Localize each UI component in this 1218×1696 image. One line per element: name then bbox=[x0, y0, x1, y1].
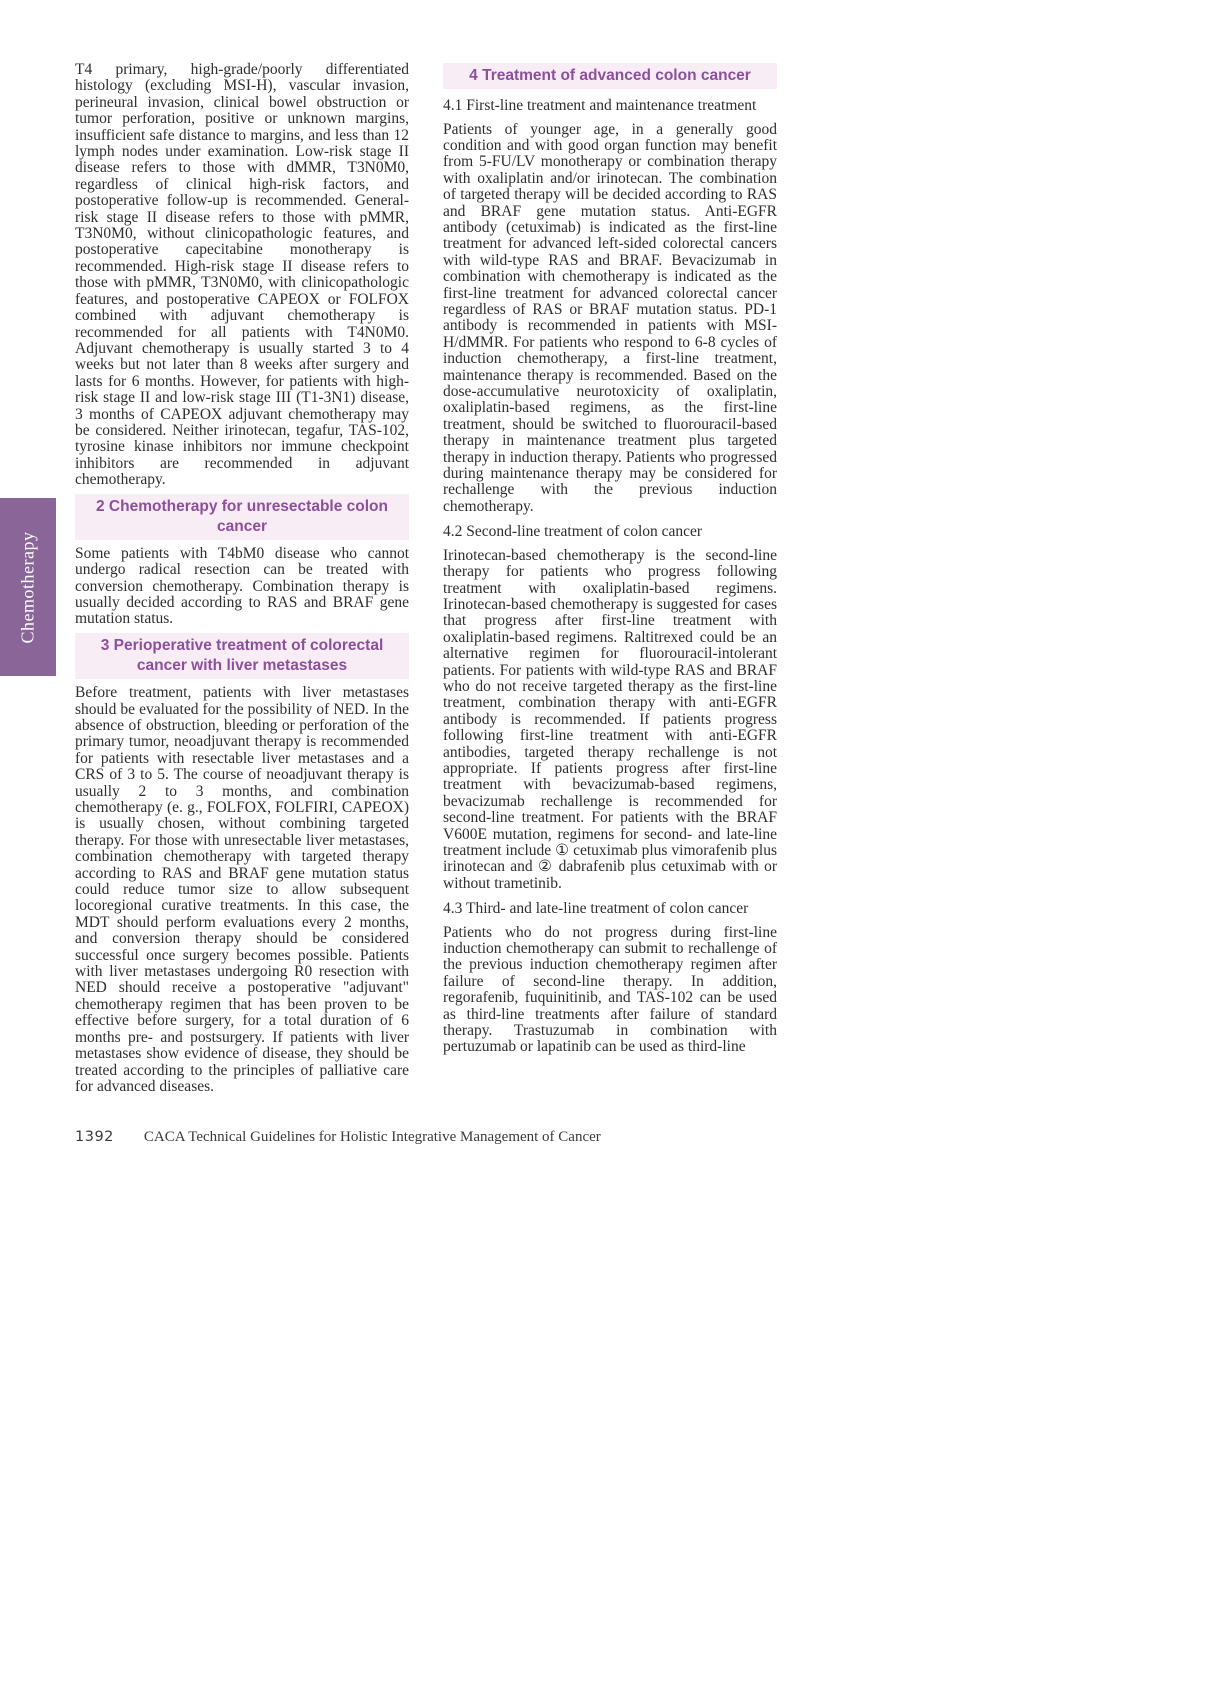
section-4-1-heading: 4.1 First-line treatment and maintenance treatment bbox=[443, 97, 757, 115]
section-3-paragraph: Before treatment, patients with liver metastases should be evaluated for the possibility of NED. In the absence of obstruction, bleeding or perforation of the primary tumor, neoadjuvant therapy is recommended for patients with resectable liver metastases and a CRS of 3 to 5. The course of neoadjuvant therapy is usually 2 to 3 months, and combination chemotherapy (e. g., FOLFOX, FOLFIRI, CAPEOX) is usually chosen, without combining targeted therapy. For those with unresectable liver metastases, combination chemotherapy with targeted therapy according to RAS and BRAF gene mutation status could reduce tumor size to allow subsequent locoregional curative treatments. In this case, the MDT should perform evaluations every 2 months, and conversion therapy should be considered successful once surgery becomes possible. Patients with liver metastases undergoing R0 resection with NED should receive a postoperative "adjuvant" chemotherapy regimen that has been proven to be effective before surgery, for a total duration of 6 months pre- and postsurgery. If patients with liver metastases show evidence of disease, they should be treated according to the principles of palliative care for advanced diseases. bbox=[75, 684, 409, 1095]
right-column bbox=[443, 58, 777, 1061]
section-2-heading: 2 Chemotherapy for unresectable colon cancer bbox=[75, 494, 409, 540]
page-footer bbox=[75, 1129, 835, 1146]
section-4-3-heading: 4.3 Third- and late-line treatment of colon cancer bbox=[443, 900, 749, 918]
section-4-1-paragraph: Patients of younger age, in a generally good condition and with good organ function may benefit from 5-FU/LV monotherapy or combination therapy with oxaliplatin and/or irinotecan. The combination of targeted therapy will be decided according to RAS and BRAF gene mutation status. Anti-EGFR antibody (cetuximab) is indicated as the first-line treatment for advanced left-sided colorectal cancers with wild-type RAS and BRAF. Bevacizumab in combination with chemotherapy is indicated as the first-line treatment for advanced colorectal cancer regardless of RAS or BRAF mutation status. PD-1 antibody is recommended in patients with MSI-H/dMMR. For patients who respond to 6-8 cycles of induction chemotherapy, a first-line treatment, maintenance therapy is recommended. Based on the dose-accumulative neurotoxicity of oxaliplatin, oxaliplatin-based regimens, as the first-line treatment, should be switched to fluorouracil-based therapy in maintenance treatment plus targeted therapy in induction therapy. Patients who progressed during maintenance therapy may be considered for rechallenge with the previous induction chemotherapy. bbox=[443, 120, 777, 515]
left-column bbox=[75, 62, 409, 1100]
section-4-3-paragraph: Patients who do not progress during first-line induction chemotherapy can submit to rechallenge of the previous induction chemotherapy regimen after failure of second-line therapy. In addition, regorafenib, fuquinitinib, and TAS-102 can be used as third-line treatments after failure of standard therapy. Trastuzumab in combination with pertuzumab or lapatinib can be used as third-line bbox=[443, 923, 777, 1056]
chapter-tab-label: Chemotherapy bbox=[17, 531, 38, 643]
adjuvant-chemotherapy-paragraph: T4 primary, high-grade/poorly differentiated histology (excluding MSI-H), vascular invasion, perineural invasion, clinical bowel obstruction or tumor perforation, positive or unknown margins, insufficient safe distance to margins, and less than 12 lymph nodes under examination. Low-risk stage II disease refers to those with dMMR, T3N0M0, regardless of clinical high-risk factors, and postoperative follow-up is recommended. General-risk stage II disease refers to those with pMMR, T3N0M0, without clinicopathologic features, and postoperative capecitabine monotherapy is recommended. High-risk stage II disease refers to those with pMMR, T3N0M0, with clinicopathologic features, and postoperative CAPEOX or FOLFOX combined with adjuvant chemotherapy is recommended for all patients with T4N0M0. Adjuvant chemotherapy is usually started 3 to 4 weeks but not later than 8 weeks after surgery and lasts for 6 months. However, for patients with high-risk stage II and low-risk stage III (T1-3N1) disease, 3 months of CAPEOX adjuvant chemotherapy may be considered. Neither irinotecan, tegafur, TAS-102, tyrosine kinase inhibitors nor immune checkpoint inhibitors are recommended in adjuvant chemotherapy. bbox=[75, 61, 409, 489]
section-4-2-paragraph: Irinotecan-based chemotherapy is the second-line therapy for patients who progress following treatment with oxaliplatin-based regimens. Irinotecan-based chemotherapy is suggested for cases that progress after first-line treatment with oxaliplatin-based regimens. Raltitrexed could be an alternative regimen for fluorouracil-intolerant patients. For patients with wild-type RAS and BRAF who do not receive targeted therapy as the first-line treatment, combination therapy with anti-EGFR antibody is recommended. If patients progress following first-line treatment with anti-EGFR antibodies, targeted therapy rechallenge is not appropriate. If patients progress after first-line treatment with bevacizumab-based regimens, bevacizumab rechallenge is recommended for second-line treatment. For patients with the BRAF V600E mutation, regimens for second- and late-line treatment include ① cetuximab plus vimorafenib plus irinotecan and ② dabrafenib plus cetuximab with or without trametinib. bbox=[443, 546, 777, 892]
section-3-heading: 3 Perioperative treatment of colorectal cancer with liver metastases bbox=[75, 633, 409, 679]
section-2-paragraph: Some patients with T4bM0 disease who cannot undergo radical resection can be treated with conversion chemotherapy. Combination therapy is usually decided according to RAS and BRAF gene mutation status. bbox=[75, 544, 409, 628]
section-4-heading: 4 Treatment of advanced colon cancer bbox=[443, 63, 777, 89]
page-number: 1392 bbox=[75, 1129, 114, 1145]
section-4-2-heading: 4.2 Second-line treatment of colon cancer bbox=[443, 523, 703, 541]
footer-running-title: CACA Technical Guidelines for Holistic Integrative Management of Cancer bbox=[143, 1129, 601, 1145]
chapter-tab bbox=[0, 498, 56, 676]
